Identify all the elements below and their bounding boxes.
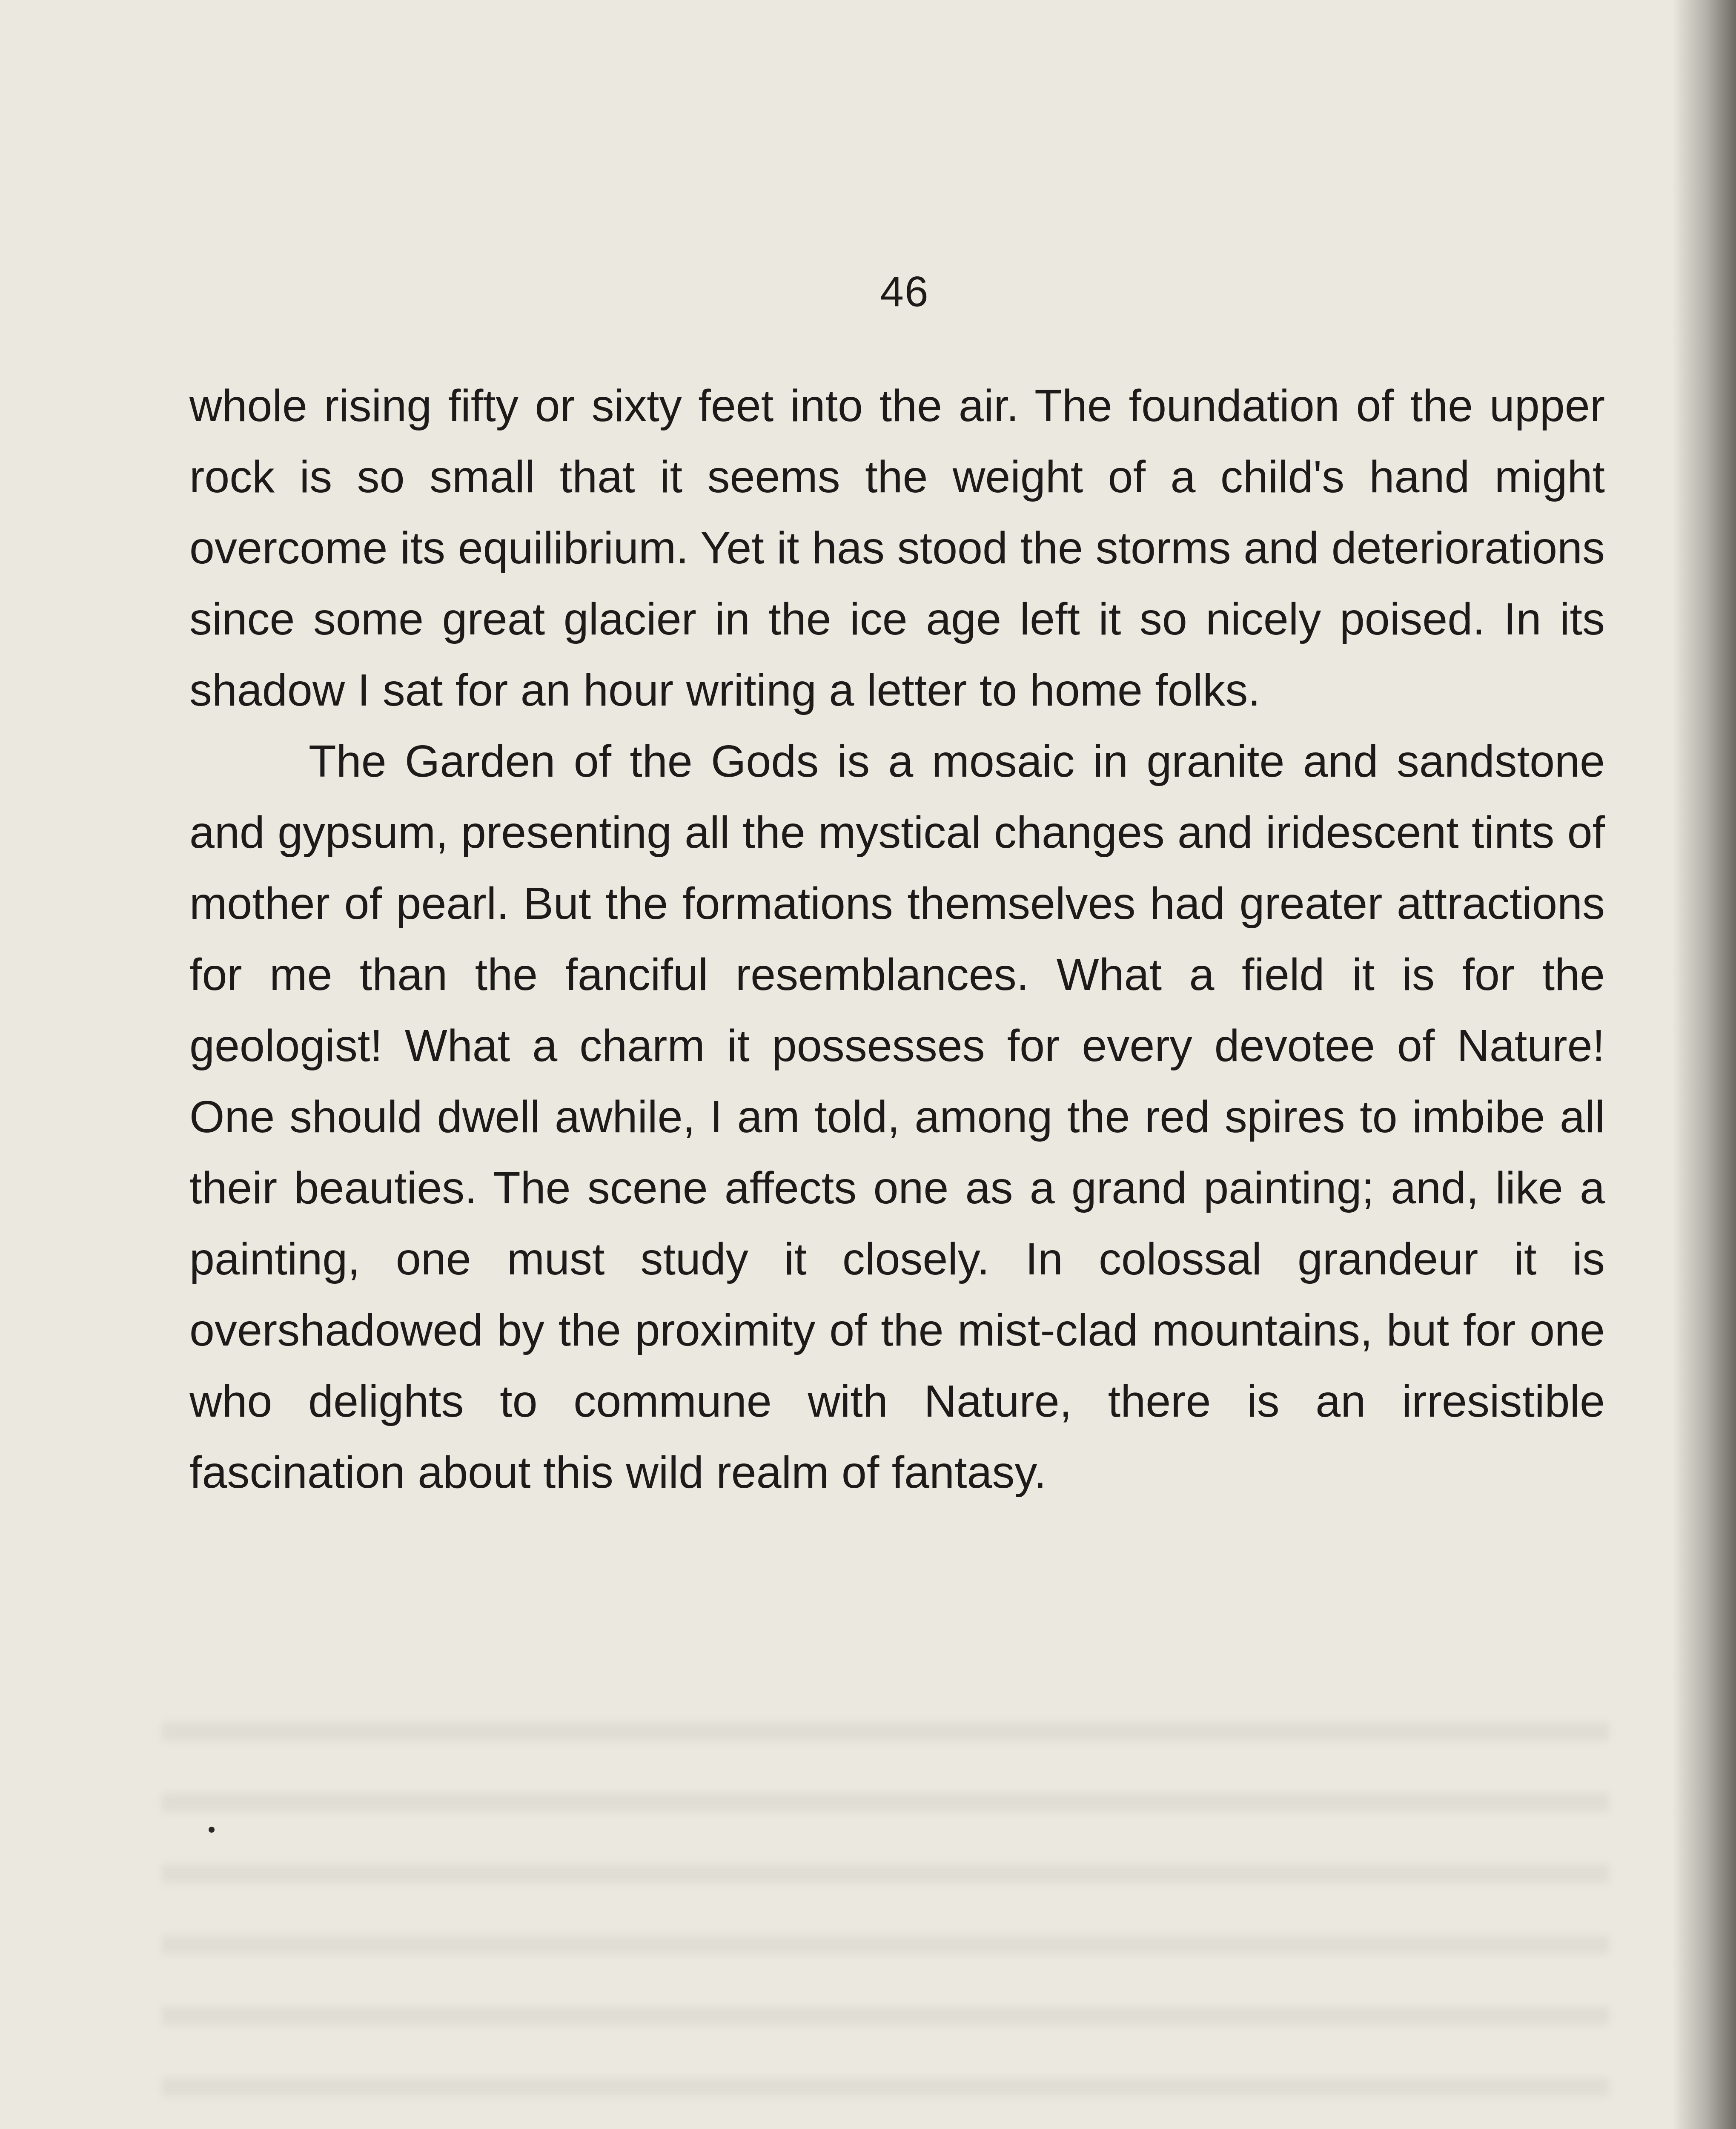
paper-speck	[209, 1827, 215, 1833]
paragraph-1: whole rising fifty or sixty feet into the air. The foundation of the upper rock is so small that it seems the weight of a child's hand might overcome its equilibrium. Yet it has stood the storms and deteriorations since some great glacier in the ice age left it so nicely poised. In its shadow I sat for an hour writing a letter to home folks.	[189, 381, 1605, 715]
gutter-shadow	[1672, 0, 1736, 2129]
body-text	[189, 370, 1605, 1508]
reverse-side-show-through	[162, 1682, 1609, 2129]
page-number: 46	[880, 268, 929, 316]
paragraph-2: The Garden of the Gods is a mosaic in granite and sandstone and gypsum, presenting all the mystical changes and iridescent tints of mother of pearl. But the formations themselves had greater attractions for me than the fanciful resemblances. What a field it is for the geologist! What a charm it possesses for every devotee of Nature! One should dwell awhile, I am told, among the red spires to imbibe all their beauties. The scene affects one as a grand painting; and, like a painting, one must study it closely. In colossal grandeur it is overshadowed by the proximity of the mist-clad mountains, but for one who delights to commune with Nature, there is an irresistible fascination about this wild realm of fantasy.	[189, 736, 1605, 1498]
